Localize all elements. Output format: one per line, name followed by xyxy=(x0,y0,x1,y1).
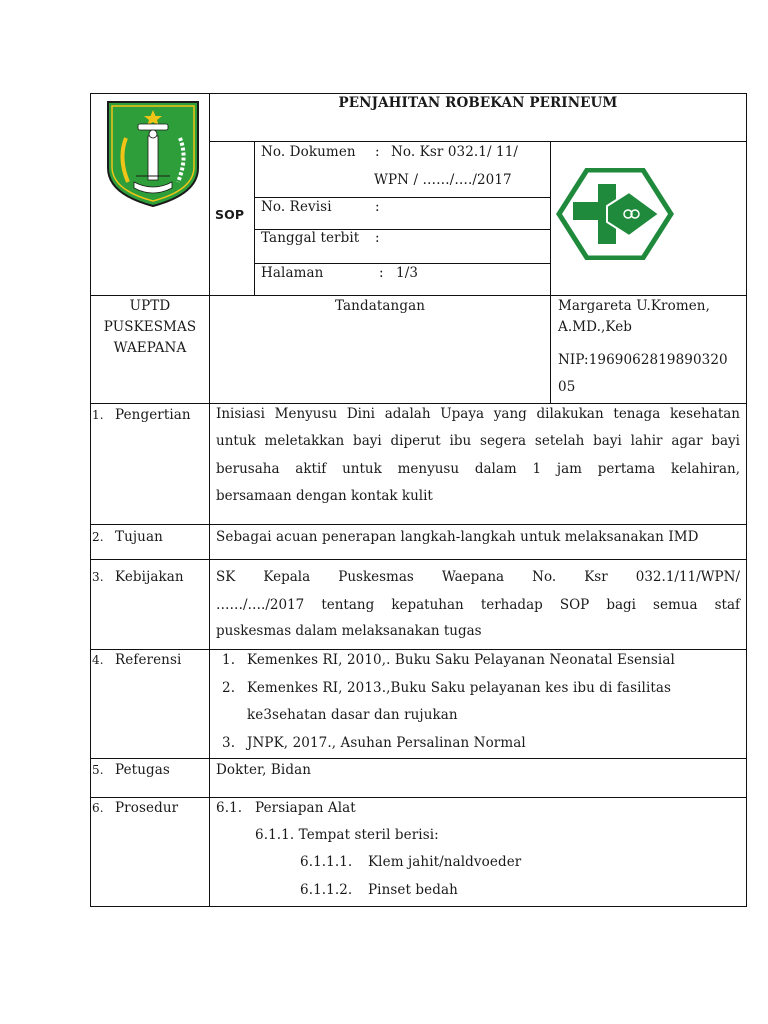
section-label-tujuan: Tujuan xyxy=(115,529,163,545)
prosedur-l1-num: 6.1. xyxy=(216,800,243,816)
section-num-tujuan: 2. xyxy=(92,530,104,544)
document-title: PENJAHITAN ROBEKAN PERINEUM xyxy=(338,95,618,111)
signer-nip-line2: 05 xyxy=(558,379,576,395)
doc-no-label: No. Dokumen xyxy=(261,144,356,160)
referensi-item-1-text: Kemenkes RI, 2010,. Buku Saku Pelayanan Neonatal Esensial xyxy=(247,652,675,668)
sop-label: SOP xyxy=(215,207,245,222)
org-line-2: PUSKESMAS xyxy=(103,319,197,335)
referensi-item-2-num: 2. xyxy=(222,680,236,696)
org-line-1: UPTD xyxy=(129,298,171,314)
section-num-kebijakan: 3. xyxy=(92,570,104,584)
referensi-item-3-text: JNPK, 2017., Asuhan Persalinan Normal xyxy=(247,735,526,751)
signer-nip-line1: NIP:1969062819890320 xyxy=(558,352,728,368)
signer-name-line2: A.MD.,Keb xyxy=(558,319,633,335)
petugas-text: Dokter, Bidan xyxy=(216,762,312,778)
prosedur-l3b-num: 6.1.1.2. xyxy=(300,882,353,898)
doc-no-value-line1: No. Ksr 032.1/ 11/ xyxy=(391,144,519,160)
section-label-kebijakan: Kebijakan xyxy=(115,569,184,585)
referensi-item-1-num: 1. xyxy=(222,652,236,668)
doc-no-separator: : xyxy=(375,144,380,160)
section-num-prosedur: 6. xyxy=(92,801,104,815)
regional-crest-logo-icon xyxy=(104,98,202,210)
prosedur-l3a-text: Klem jahit/naldvoeder xyxy=(368,854,522,870)
kebijakan-line-2: ……/…./2017 tentang kepatuhan terhadap SOP bagi semua staf xyxy=(216,597,740,613)
halaman-label: Halaman xyxy=(261,265,324,281)
signature-label: Tandatangan xyxy=(334,298,426,314)
doc-no-value-line2: WPN / ……/…./2017 xyxy=(374,172,512,188)
kebijakan-line-3: puskesmas dalam melaksanakan tugas xyxy=(216,623,482,639)
halaman-separator: : xyxy=(379,265,384,281)
kebijakan-line-1: SK Kepala Puskesmas Waepana No. Ksr 032.1/11/WPN/ xyxy=(216,569,740,585)
referensi-item-2-text: Kemenkes RI, 2013.,Buku Saku pelayanan kes ibu di fasilitas xyxy=(247,680,672,696)
org-line-3: WAEPANA xyxy=(113,340,187,356)
section-label-prosedur: Prosedur xyxy=(115,800,179,816)
referensi-item-3-num: 3. xyxy=(222,735,236,751)
section-num-pengertian: 1. xyxy=(92,408,104,422)
pengertian-line-2: untuk meletakkan bayi diperut ibu segera setelah bayi lahir agar bayi xyxy=(216,433,740,449)
section-label-petugas: Petugas xyxy=(115,762,170,778)
prosedur-l2-text: 6.1.1. Tempat steril berisi: xyxy=(255,827,439,843)
section-num-petugas: 5. xyxy=(92,763,104,777)
section-label-referensi: Referensi xyxy=(115,652,182,668)
puskesmas-cross-logo-icon xyxy=(555,168,675,260)
pengertian-line-1: Inisiasi Menyusu Dini adalah Upaya yang dilakukan tenaga kesehatan xyxy=(216,406,740,422)
prosedur-l3b-text: Pinset bedah xyxy=(368,882,458,898)
revisi-separator: : xyxy=(375,199,380,215)
section-label-pengertian: Pengertian xyxy=(115,407,191,423)
prosedur-l1-text: Persiapan Alat xyxy=(255,800,356,816)
prosedur-l3a-num: 6.1.1.1. xyxy=(300,854,353,870)
terbit-label: Tanggal terbit xyxy=(261,230,360,246)
pengertian-line-3: berusaha aktif untuk menyusu dalam 1 jam pertama kelahiran, xyxy=(216,461,740,477)
revisi-label: No. Revisi xyxy=(261,199,332,215)
terbit-separator: : xyxy=(375,230,380,246)
signer-name-line1: Margareta U.Kromen, xyxy=(558,298,710,314)
tujuan-text: Sebagai acuan penerapan langkah-langkah untuk melaksanakan IMD xyxy=(216,529,699,545)
halaman-value: 1/3 xyxy=(396,265,419,281)
pengertian-line-4: bersamaan dengan kontak kulit xyxy=(216,488,433,504)
referensi-item-2-cont: ke3sehatan dasar dan rujukan xyxy=(247,707,458,723)
section-num-referensi: 4. xyxy=(92,653,104,667)
